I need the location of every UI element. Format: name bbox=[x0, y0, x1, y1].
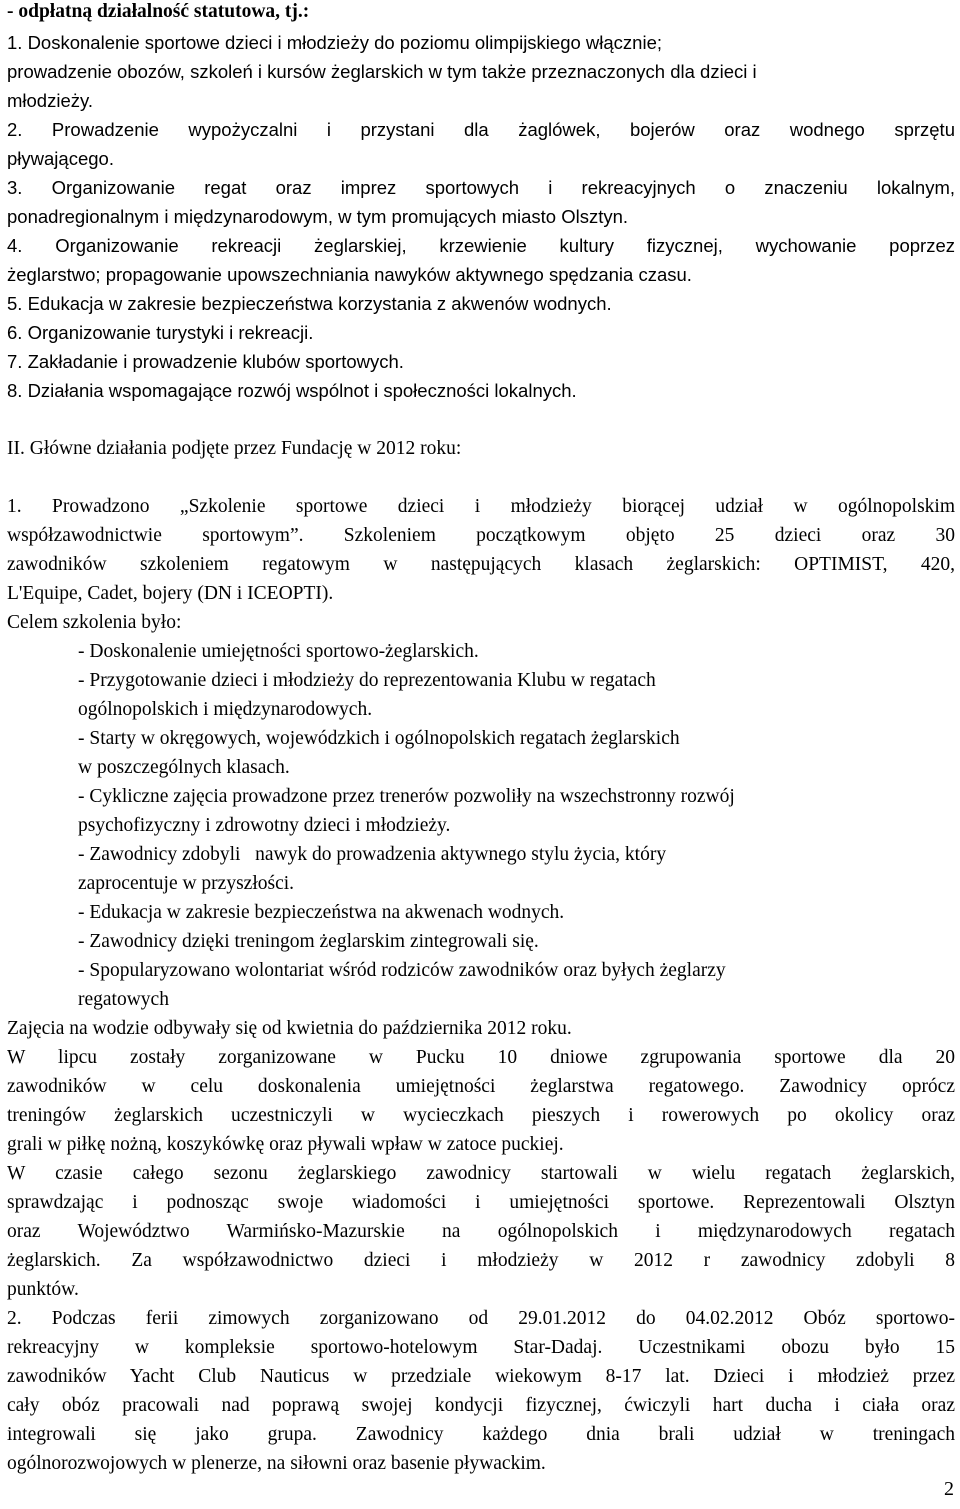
goal-line-9: zaprocentuje w przyszłości. bbox=[78, 873, 295, 894]
goal-line-10: - Edukacja w zakresie bezpieczeństwa na akwenach wodnych. bbox=[78, 902, 565, 923]
goal-line-7: psychofizyczny i zdrowotny dzieci i młodzieży. bbox=[78, 815, 451, 836]
goal-line-11: - Zawodnicy dzięki treningom żeglarskim zintegrowali się. bbox=[78, 931, 539, 952]
objective-1-line-1: 1. Doskonalenie sportowe dzieci i młodzieży do poziomu olimpijskiego włącznie; bbox=[7, 32, 663, 53]
goal-line-5: w poszczególnych klasach. bbox=[78, 757, 290, 778]
season-dates-line: Zajęcia na wodzie odbywały się od kwietnia do października 2012 roku. bbox=[7, 1018, 572, 1039]
goal-line-4: - Starty w okręgowych, wojewódzkich i ogólnopolskich regatach żeglarskich bbox=[78, 728, 680, 749]
winter-camp-line-1: 2. Podczas ferii zimowych zorganizowano od 29.01.2012 do 04.02.2012 Obóz sportowo- bbox=[7, 1308, 955, 1329]
section-heading: II. Główne działania podjęte przez Fundację w 2012 roku: bbox=[7, 438, 462, 459]
activity-1-line-2: współzawodnictwie sportowym”. Szkoleniem początkowym objęto 25 dzieci oraz 30 bbox=[7, 525, 955, 546]
season-para-line-3: oraz Województwo Warmińsko-Mazurskie na ogólnopolskich i międzynarodowych regatach bbox=[7, 1221, 955, 1242]
objective-1-line-3: młodzieży. bbox=[7, 90, 94, 111]
activity-1-line-1: 1. Prowadzono „Szkolenie sportowe dzieci i młodzieży biorącej udział w ogólnopolskim bbox=[7, 496, 955, 517]
header-line: - odpłatną działalność statutowa, tj.: bbox=[7, 1, 310, 22]
objective-5-line: 5. Edukacja w zakresie bezpieczeństwa korzystania z akwenów wodnych. bbox=[7, 293, 612, 314]
winter-camp-line-6: ogólnorozwojowych w plenerze, na siłowni oraz basenie pływackim. bbox=[7, 1453, 546, 1474]
winter-camp-line-4: cały obóz pracowali nad poprawą swojej kondycji fizycznej, ćwiczyli hart ducha i ciała oraz bbox=[7, 1395, 955, 1416]
goal-line-1: - Doskonalenie umiejętności sportowo-żeglarskich. bbox=[78, 641, 479, 662]
winter-camp-line-5: integrowali się jako grupa. Zawodnicy każdego dnia brali udział w treningach bbox=[7, 1424, 955, 1445]
objective-7-line: 7. Zakładanie i prowadzenie klubów sportowych. bbox=[7, 351, 404, 372]
winter-camp-line-2: rekreacyjny w kompleksie sportowo-hotelowym Star-Dadaj. Uczestnikami obozu było 15 bbox=[7, 1337, 955, 1358]
goal-line-2: - Przygotowanie dzieci i młodzieży do reprezentowania Klubu w regatach bbox=[78, 670, 656, 691]
objective-8-line: 8. Działania wspomagające rozwój wspólnot i społeczności lokalnych. bbox=[7, 380, 577, 401]
camp-para-line-2: zawodników w celu doskonalenia umiejętności żeglarstwa regatowego. Zawodnicy oprócz bbox=[7, 1076, 955, 1097]
winter-camp-line-3: zawodników Yacht Club Nauticus w przedziale wiekowym 8-17 lat. Dzieci i młodzież przez bbox=[7, 1366, 955, 1387]
goals-label: Celem szkolenia było: bbox=[7, 612, 182, 633]
objective-4-line-1: 4. Organizowanie rekreacji żeglarskiej, krzewienie kultury fizycznej, wychowanie poprzez bbox=[7, 235, 955, 256]
objective-2-line-2: pływającego. bbox=[7, 148, 114, 169]
goal-line-3: ogólnopolskich i międzynarodowych. bbox=[78, 699, 373, 720]
objective-1-line-2: prowadzenie obozów, szkoleń i kursów żeglarskich w tym także przeznaczonych dla dzieci i bbox=[7, 61, 757, 82]
objective-2-line-1: 2. Prowadzenie wypożyczalni i przystani dla żaglówek, bojerów oraz wodnego sprzętu bbox=[7, 119, 955, 140]
page-number: 2 bbox=[944, 1478, 954, 1500]
activity-1-line-4: L'Equipe, Cadet, bojery (DN i ICEOPTI). bbox=[7, 583, 334, 604]
goal-line-13: regatowych bbox=[78, 989, 169, 1010]
season-para-line-5: punktów. bbox=[7, 1279, 79, 1300]
season-para-line-4: żeglarskich. Za współzawodnictwo dzieci i młodzieży w 2012 r zawodnicy zdobyli 8 bbox=[7, 1250, 955, 1271]
goal-line-8: - Zawodnicy zdobyli nawyk do prowadzenia aktywnego stylu życia, który bbox=[78, 844, 667, 865]
camp-para-line-4: grali w piłkę nożną, koszykówkę oraz pływali wpław w zatoce puckiej. bbox=[7, 1134, 564, 1155]
goal-line-6: - Cykliczne zajęcia prowadzone przez trenerów pozwoliły na wszechstronny rozwój bbox=[78, 786, 735, 807]
season-para-line-2: sprawdzając i podnosząc swoje wiadomości i umiejętności sportowe. Reprezentowali Olsztyn bbox=[7, 1192, 955, 1213]
objective-6-line: 6. Organizowanie turystyki i rekreacji. bbox=[7, 322, 314, 343]
goal-line-12: - Spopularyzowano wolontariat wśród rodziców zawodników oraz byłych żeglarzy bbox=[78, 960, 726, 981]
camp-para-line-1: W lipcu zostały zorganizowane w Pucku 10 dniowe zgrupowania sportowe dla 20 bbox=[7, 1047, 955, 1068]
camp-para-line-3: treningów żeglarskich uczestniczyli w wycieczkach pieszych i rowerowych po okolicy oraz bbox=[7, 1105, 955, 1126]
season-para-line-1: W czasie całego sezonu żeglarskiego zawodnicy startowali w wielu regatach żeglarskich, bbox=[7, 1163, 955, 1184]
objective-3-line-2: ponadregionalnym i międzynarodowym, w tym promujących miasto Olsztyn. bbox=[7, 206, 629, 227]
objective-4-line-2: żeglarstwo; propagowanie upowszechniania nawyków aktywnego spędzania czasu. bbox=[7, 264, 692, 285]
activity-1-line-3: zawodników szkoleniem regatowym w następujących klasach żeglarskich: OPTIMIST, 420, bbox=[7, 554, 955, 575]
objective-3-line-1: 3. Organizowanie regat oraz imprez sportowych i rekreacyjnych o znaczeniu lokalnym, bbox=[7, 177, 955, 198]
